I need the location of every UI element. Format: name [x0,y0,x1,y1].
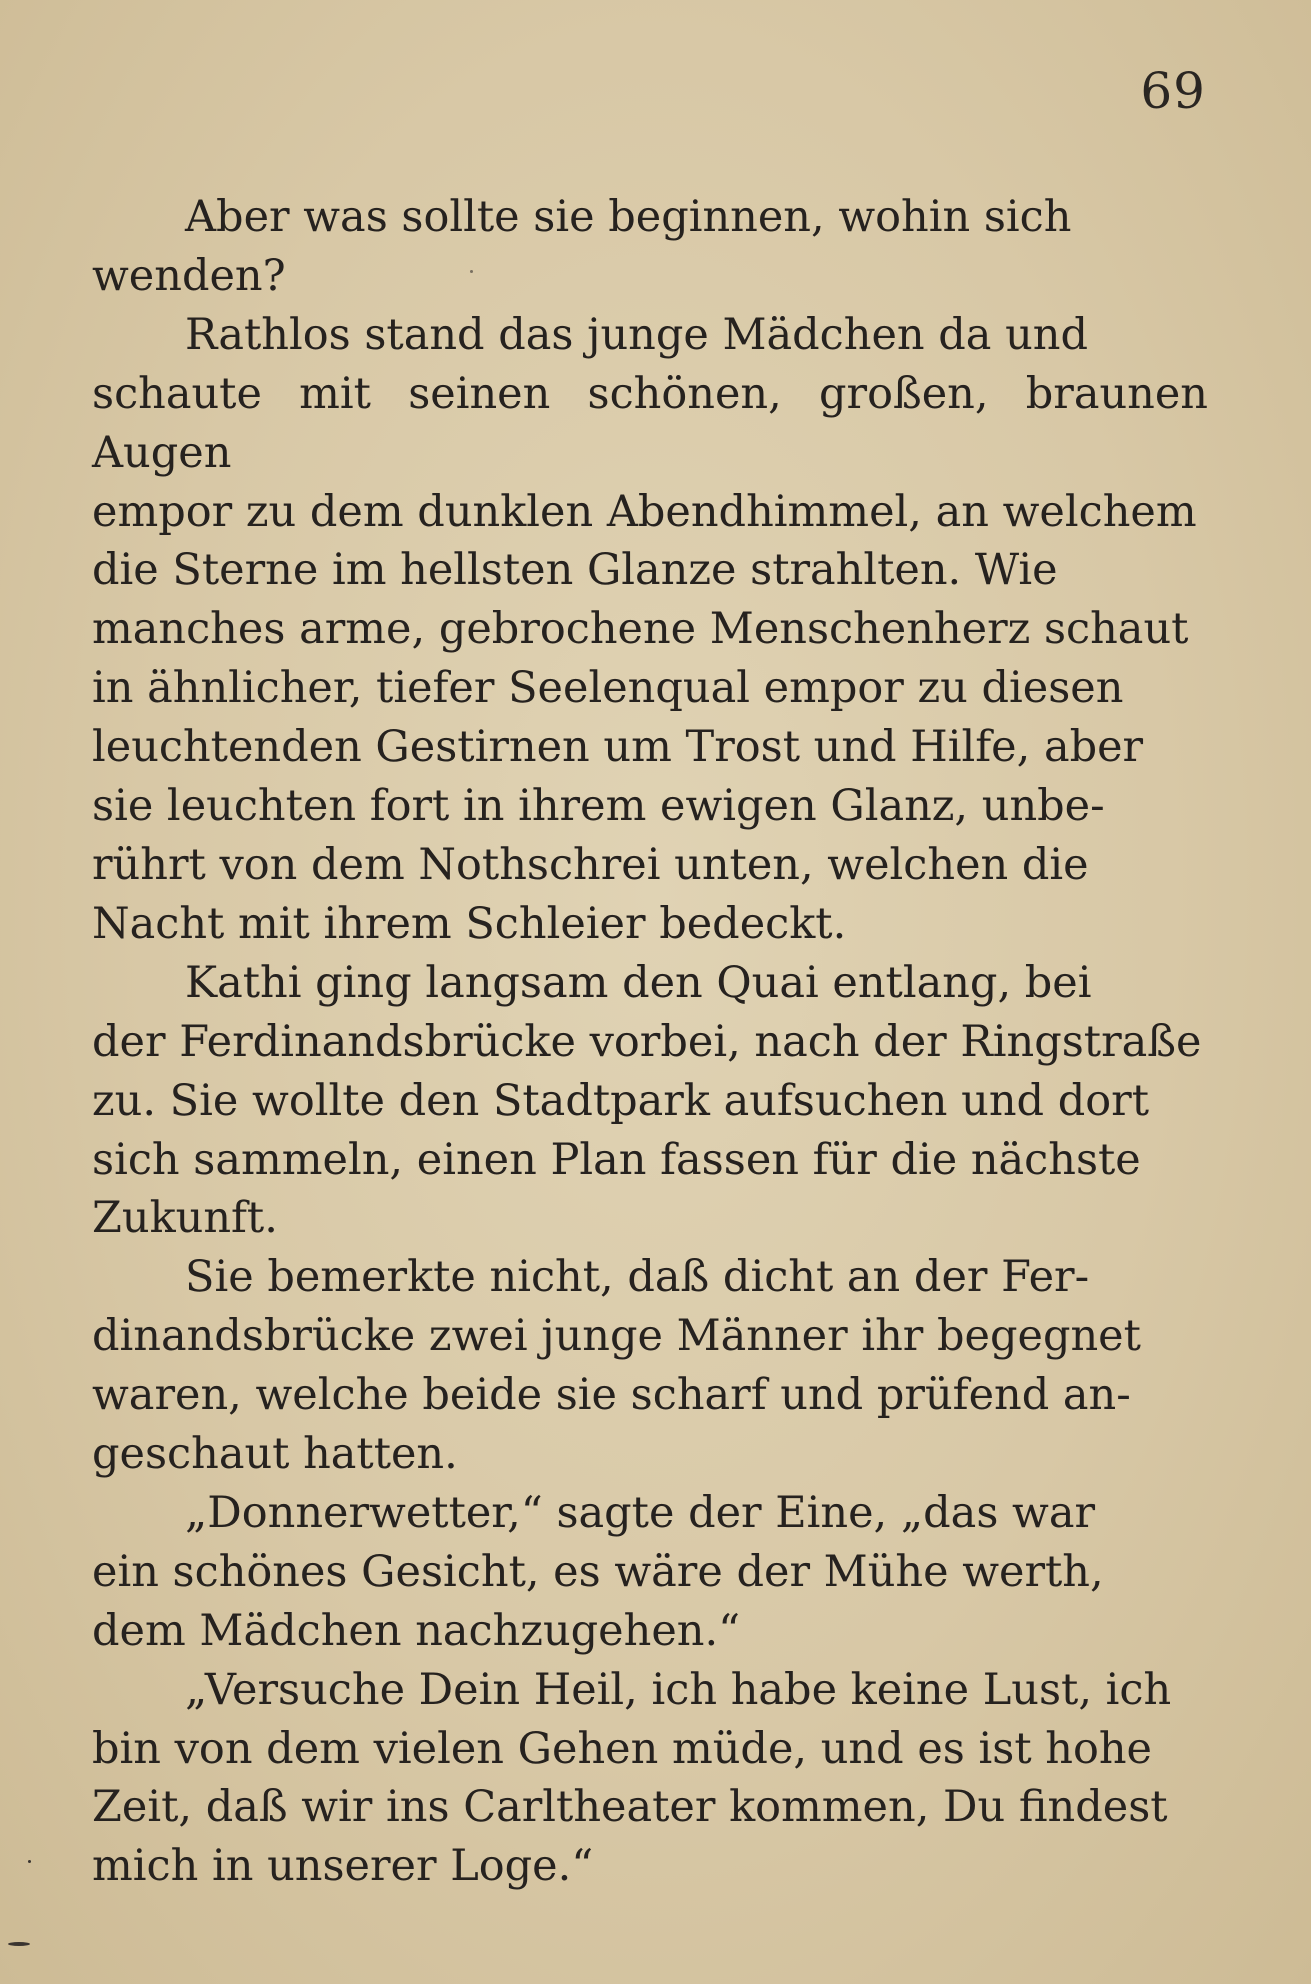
page-number: 69 [1140,62,1206,120]
paragraph: Sie bemerkte nicht, daß dicht an der Fer- dinandsbrücke zwei junge Männer ihr begegnet waren, welche beide sie scharf und prüfend an- geschaut hatten. [92,1252,1141,1480]
paragraph: „Donnerwetter,“ sagte der Eine, „das war ein schönes Gesicht, es wäre der Mühe werth, dem Mädchen nachzugehen.“ [92,1487,1104,1656]
paragraph: Aber was sollte sie beginnen, wohin sich wenden? [92,192,1072,301]
paragraph: Kathi ging langsam den Quai entlang, bei der Ferdinandsbrücke vorbei, nach der Ringstraße zu. Sie wollte den Stadtpark aufsuchen und dort sich sammeln, einen Plan fassen für die nächste Zukunft. [92,957,1202,1244]
paragraph: Rathlos stand das junge Mädchen da und schaute mit seinen schönen, großen, braunen Augen empor zu dem dunklen Abendhimmel, an welchem die Sterne im hellsten Glanze strahlten. Wie manches arme, gebrochene Menschenherz schaut in ähnlicher, tiefer Seelenqual empor zu diesen leuchtenden Gestirnen um Trost und Hilfe, aber sie leuchten fort in ihrem ewigen Glanz, unbe- rührt von dem Nothschrei unten, welchen die Nacht mit ihrem Schleier bedeckt. [92,309,1208,949]
paper-speck [28,1860,31,1863]
page-body [92,188,1208,1896]
paper-speck [8,1942,30,1946]
paper-speck [470,270,473,273]
paragraph: „Versuche Dein Heil, ich habe keine Lust, ich bin von dem vielen Gehen müde, und es ist hohe Zeit, daß wir ins Carltheater kommen, Du findest mich in unserer Loge.“ [92,1664,1172,1892]
